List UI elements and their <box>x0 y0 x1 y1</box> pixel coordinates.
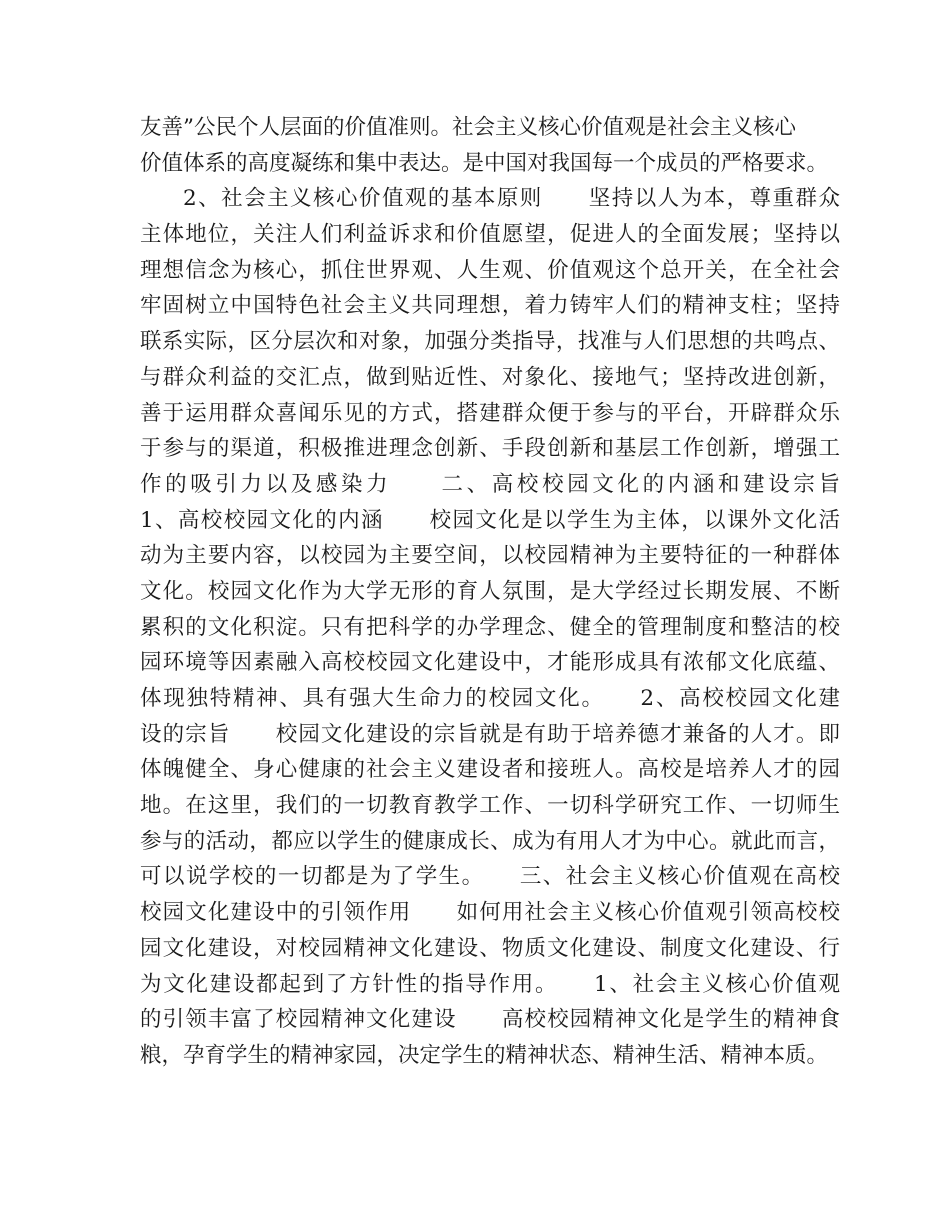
text-line: 累积的文化积淀。只有把科学的办学理念、健全的管理制度和整洁的校 <box>140 614 840 640</box>
text-line: 于参与的渠道，积极推进理念创新、手段创新和基层工作创新，增强工 <box>140 436 840 462</box>
text-line: 主体地位，关注人们利益诉求和价值愿望，促进人的全面发展；坚持以 <box>140 222 840 248</box>
text-line: 园文化建设，对校园精神文化建设、物质文化建设、制度文化建设、行 <box>140 935 840 961</box>
text-line: 为文化建设都起到了方针性的指导作用。 1、社会主义核心价值观 <box>140 971 840 997</box>
text-line: 园环境等因素融入高校校园文化建设中，才能形成具有浓郁文化底蕴、 <box>140 650 840 676</box>
text-line: 与群众利益的交汇点，做到贴近性、对象化、接地气；坚持改进创新， <box>140 364 840 390</box>
text-line: 参与的活动，都应以学生的健康成长、成为有用人才为中心。就此而言， <box>140 828 840 854</box>
text-line: 设的宗旨 校园文化建设的宗旨就是有助于培养德才兼备的人才。即 <box>140 721 840 747</box>
text-line: 联系实际，区分层次和对象，加强分类指导，找准与人们思想的共鸣点、 <box>140 329 840 355</box>
text-line: 体魄健全、身心健康的社会主义建设者和接班人。高校是培养人才的园 <box>140 757 840 783</box>
text-line: 的引领丰富了校园精神文化建设 高校校园精神文化是学生的精神食 <box>140 1007 840 1033</box>
text-line: 粮，孕育学生的精神家园，决定学生的精神状态、精神生活、精神本质。 <box>140 1042 829 1068</box>
text-line: 理想信念为核心，抓住世界观、人生观、价值观这个总开关，在全社会 <box>140 257 840 283</box>
text-line: 校园文化建设中的引领作用 如何用社会主义核心价值观引领高校校 <box>140 900 840 926</box>
text-line: 动为主要内容，以校园为主要空间，以校园精神为主要特征的一种群体 <box>140 543 840 569</box>
text-line: 2、社会主义核心价值观的基本原则 坚持以人为本，尊重群众 <box>183 186 840 212</box>
text-line: 牢固树立中国特色社会主义共同理想，着力铸牢人们的精神支柱；坚持 <box>140 293 840 319</box>
text-line: 价值体系的高度凝练和集中表达。是中国对我国每一个成员的严格要求。 <box>140 150 829 176</box>
text-line: 可以说学校的一切都是为了学生。 三、社会主义核心价值观在高校 <box>140 864 840 890</box>
body-text <box>140 110 840 1074</box>
text-line: 作的吸引力以及感染力 二、高校校园文化的内涵和建设宗旨 <box>140 471 840 497</box>
text-line: 善于运用群众喜闻乐见的方式，搭建群众便于参与的平台，开辟群众乐 <box>140 400 840 426</box>
text-line: 文化。校园文化作为大学无形的育人氛围，是大学经过长期发展、不断 <box>140 578 840 604</box>
text-line: 体现独特精神、具有强大生命力的校园文化。 2、高校校园文化建 <box>140 686 840 711</box>
text-line: 友善”公民个人层面的价值准则。社会主义核心价值观是社会主义核心 <box>140 115 796 140</box>
text-line: 地。在这里，我们的一切教育教学工作、一切科学研究工作、一切师生 <box>140 793 840 819</box>
text-line: 1、高校校园文化的内涵 校园文化是以学生为主体，以课外文化活 <box>140 507 840 533</box>
